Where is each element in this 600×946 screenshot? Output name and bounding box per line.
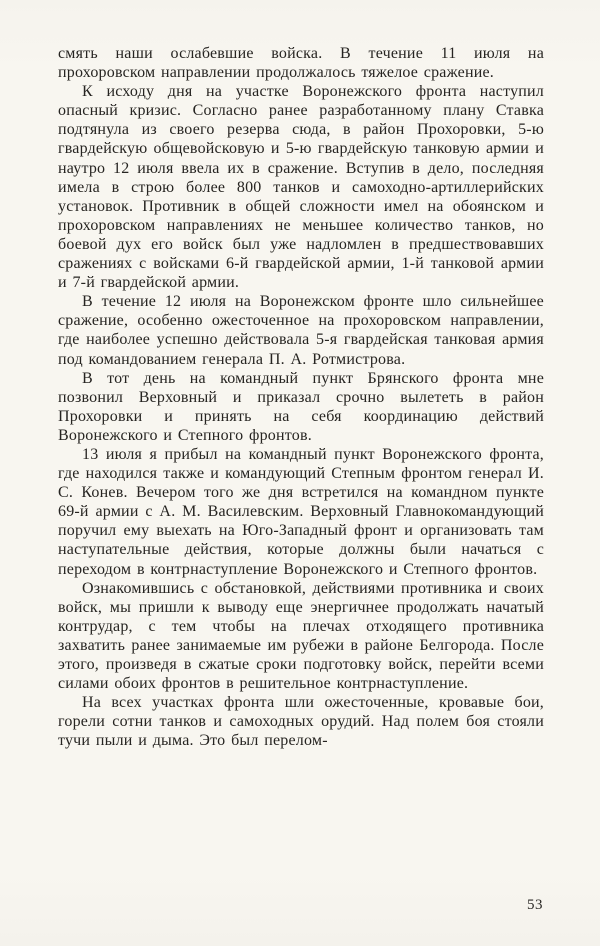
paragraph-3: В течение 12 июля на Воронежском фронте шло сильнейшее сражение, особенно ожесточенное на прохоровском направлении, где наиболее успешно действовала 5-я гвардейская танковая армия под командованием генерала П. А. Ротмистрова. — [58, 293, 544, 368]
page-number: 53 — [527, 897, 543, 913]
text-block — [58, 44, 544, 750]
paragraph-4: В тот день на командный пункт Брянского фронта мне позвонил Верховный и приказал срочно вылететь в район Прохоровки и принять на себя координацию действий Воронежского и Степного фронтов. — [58, 369, 544, 444]
paragraph-2: К исходу дня на участке Воронежского фронта наступил опасный кризис. Согласно ранее разработанному плану Ставка подтянула из своего резерва сюда, в район Прохоровки, 5-ю гвардейскую общевойсковую и 5-ю гвардейскую танковую армии и наутро 12 июля ввела их в сражение. Вступив в дело, последняя имела в строю более 800 танков и самоходно-артиллерийских установок. Противник в общей сложности имел на обоянском и прохоровском направлениях не меньшее количество танков, но боевой дух его войск был уже надломлен в предшествовавших сражениях с войсками 6-й гвардейской армии, 1-й танковой армии и 7-й гвардейской армии. — [58, 83, 544, 292]
paragraph-6: Ознакомившись с обстановкой, действиями противника и своих войск, мы пришли к выводу еще энергичнее продолжать начатый контрудар, с тем чтобы на плечах отходящего противника захватить ранее занимаемые им рубежи в районе Белгорода. После этого, произведя в сжатые сроки подготовку войск, перейти всеми силами обоих фронтов в решительное контрнаступление. — [58, 579, 544, 693]
paragraph-5: 13 июля я прибыл на командный пункт Воронежского фронта, где находился также и командующий Степным фронтом генерал И. С. Конев. Вечером того же дня встретился на командном пункте 69-й армии с А. М. Василевским. Верховный Главнокомандующий поручил ему выехать на Юго-Западный фронт и организовать там наступательные действия, которые должны были начаться с переходом в контрнаступление Воронежского и Степного фронтов. — [58, 445, 544, 578]
paragraph-7: На всех участках фронта шли ожесточенные, кровавые бои, горели сотни танков и самоходных орудий. Над полем боя стояли тучи пыли и дыма. Это был перелом- — [58, 694, 544, 750]
paragraph-1: смять наши ослабевшие войска. В течение 11 июля на прохоровском направлении продолжалось тяжелое сражение. — [58, 45, 544, 82]
